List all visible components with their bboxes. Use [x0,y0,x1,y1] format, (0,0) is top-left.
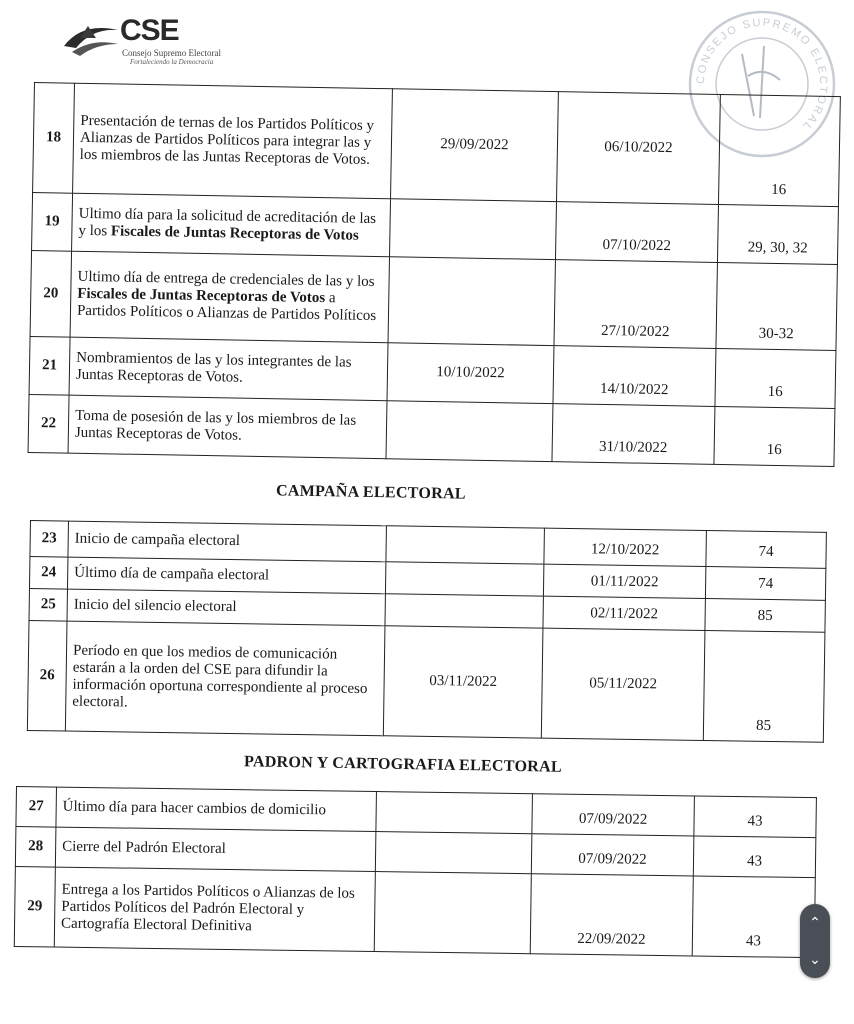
activity-cell: Inicio del silencio electoral [67,589,385,626]
cse-logo [40,12,240,68]
activity-text: Ultimo día de entrega de credenciales de las y los [77,268,375,290]
start-date [388,257,555,346]
end-date: 06/10/2022 [556,92,720,205]
row-number: 18 [33,83,75,194]
end-date: 07/09/2022 [531,834,694,876]
articles-cell: 74 [705,567,825,601]
start-date: 29/09/2022 [391,89,559,202]
section-title-campana: CAMPAÑA ELECTORAL [275,482,467,503]
activity-text: Ultimo día para la solicitud de acreditación de las y los [78,205,377,239]
row-number: 29 [14,866,55,947]
activity-cell: Cierre del Padrón Electoral [55,827,376,871]
articles-cell: 30-32 [716,262,837,350]
activity-cell [70,251,389,343]
logo-subtitle: Consejo Supremo Electoral [122,48,221,58]
table-row [14,866,815,957]
page-scroll-control [800,904,830,978]
start-date [375,832,532,874]
activity-cell: Toma de posesión de las y los miembros de las Juntas Receptoras de Votos. [68,395,387,459]
articles-cell: 29, 30, 32 [717,204,838,264]
articles-cell: 85 [703,631,825,743]
end-date: 07/10/2022 [555,202,718,263]
activity-cell: Último día de campaña electoral [67,557,385,594]
start-date [386,401,553,462]
chevron-up-icon: ⌃ [809,914,821,931]
table-row [27,620,825,742]
row-number: 19 [32,192,73,251]
activity-cell: Nombramientos de las y los integrantes de las Juntas Receptoras de Votos. [69,337,388,401]
end-date: 07/09/2022 [532,794,695,836]
schedule-table-campana [27,520,827,743]
section-title-padron: PADRON Y CARTOGRAFIA ELECTORAL [243,753,563,776]
activity-cell: Presentación de ternas de los Partidos Políticos y Alianzas de Partidos Políticos para integrar las y los miembros de las Juntas Receptoras de Votos. [73,83,393,199]
activity-cell: Inicio de campaña electoral [68,521,386,562]
activity-cell: Período en que los medios de comunicación estarán a la orden del CSE para difundir la información oportuna correspondiente al proceso electoral. [65,621,385,736]
end-date: 05/11/2022 [541,628,705,740]
row-number: 25 [29,588,67,621]
articles-cell: 16 [714,406,835,466]
end-date: 14/10/2022 [553,346,716,407]
schedule-table-juntas [28,82,841,467]
row-number: 23 [30,521,69,558]
activity-bold-text: Fiscales de Juntas Receptoras de Votos [77,285,326,307]
end-date: 27/10/2022 [554,260,717,349]
activity-cell: Último día para hacer cambios de domicilio [56,787,377,831]
chevron-down-icon: ⌄ [809,951,821,968]
start-date: 10/10/2022 [387,343,554,404]
activity-text-end: a Partidos Políticos o Alianzas de Partidos Políticos [76,290,377,325]
articles-cell: 16 [715,348,836,408]
articles-cell: 16 [718,94,840,206]
cse-emblem-icon [62,16,120,60]
activity-cell [72,193,391,257]
start-date [376,792,533,834]
table-row [30,250,837,350]
articles-cell: 43 [692,876,815,958]
logo-text: CSE [120,14,179,47]
scroll-up-button[interactable] [800,904,830,941]
articles-cell: 43 [693,836,816,878]
table-row [33,83,841,207]
svg-text:CONSEJO SUPREMO ELECTORAL: CONSEJO SUPREMO ELECTORAL [694,16,830,134]
row-number: 24 [29,557,67,590]
start-date [386,526,545,564]
row-number: 28 [15,827,56,868]
start-date [374,872,531,954]
articles-cell: 43 [694,796,817,838]
articles-cell: 85 [705,599,825,633]
end-date: 02/11/2022 [543,596,705,630]
activity-bold-text: Fiscales de Juntas Receptoras de Votos [110,222,359,244]
start-date [385,594,543,628]
end-date: 01/11/2022 [543,564,705,598]
row-number: 22 [28,394,69,453]
schedule-table-padron [14,786,817,958]
start-date [390,199,557,260]
end-date: 22/09/2022 [530,874,693,956]
start-date [385,562,543,596]
end-date: 31/10/2022 [552,404,715,465]
activity-cell: Entrega a los Partidos Políticos o Alianzas de los Partidos Políticos del Padrón Electoral y Cartografía Electoral Definitiva [54,867,375,951]
start-date: 03/11/2022 [383,626,543,738]
scroll-down-button[interactable] [800,941,830,978]
articles-cell: 74 [706,531,827,569]
row-number: 26 [27,620,67,731]
row-number: 20 [30,250,71,337]
row-number: 27 [16,787,57,828]
end-date: 12/10/2022 [544,528,707,566]
logo-tagline: Fortaleciendo la Democracia [130,58,214,66]
row-number: 21 [29,336,70,395]
